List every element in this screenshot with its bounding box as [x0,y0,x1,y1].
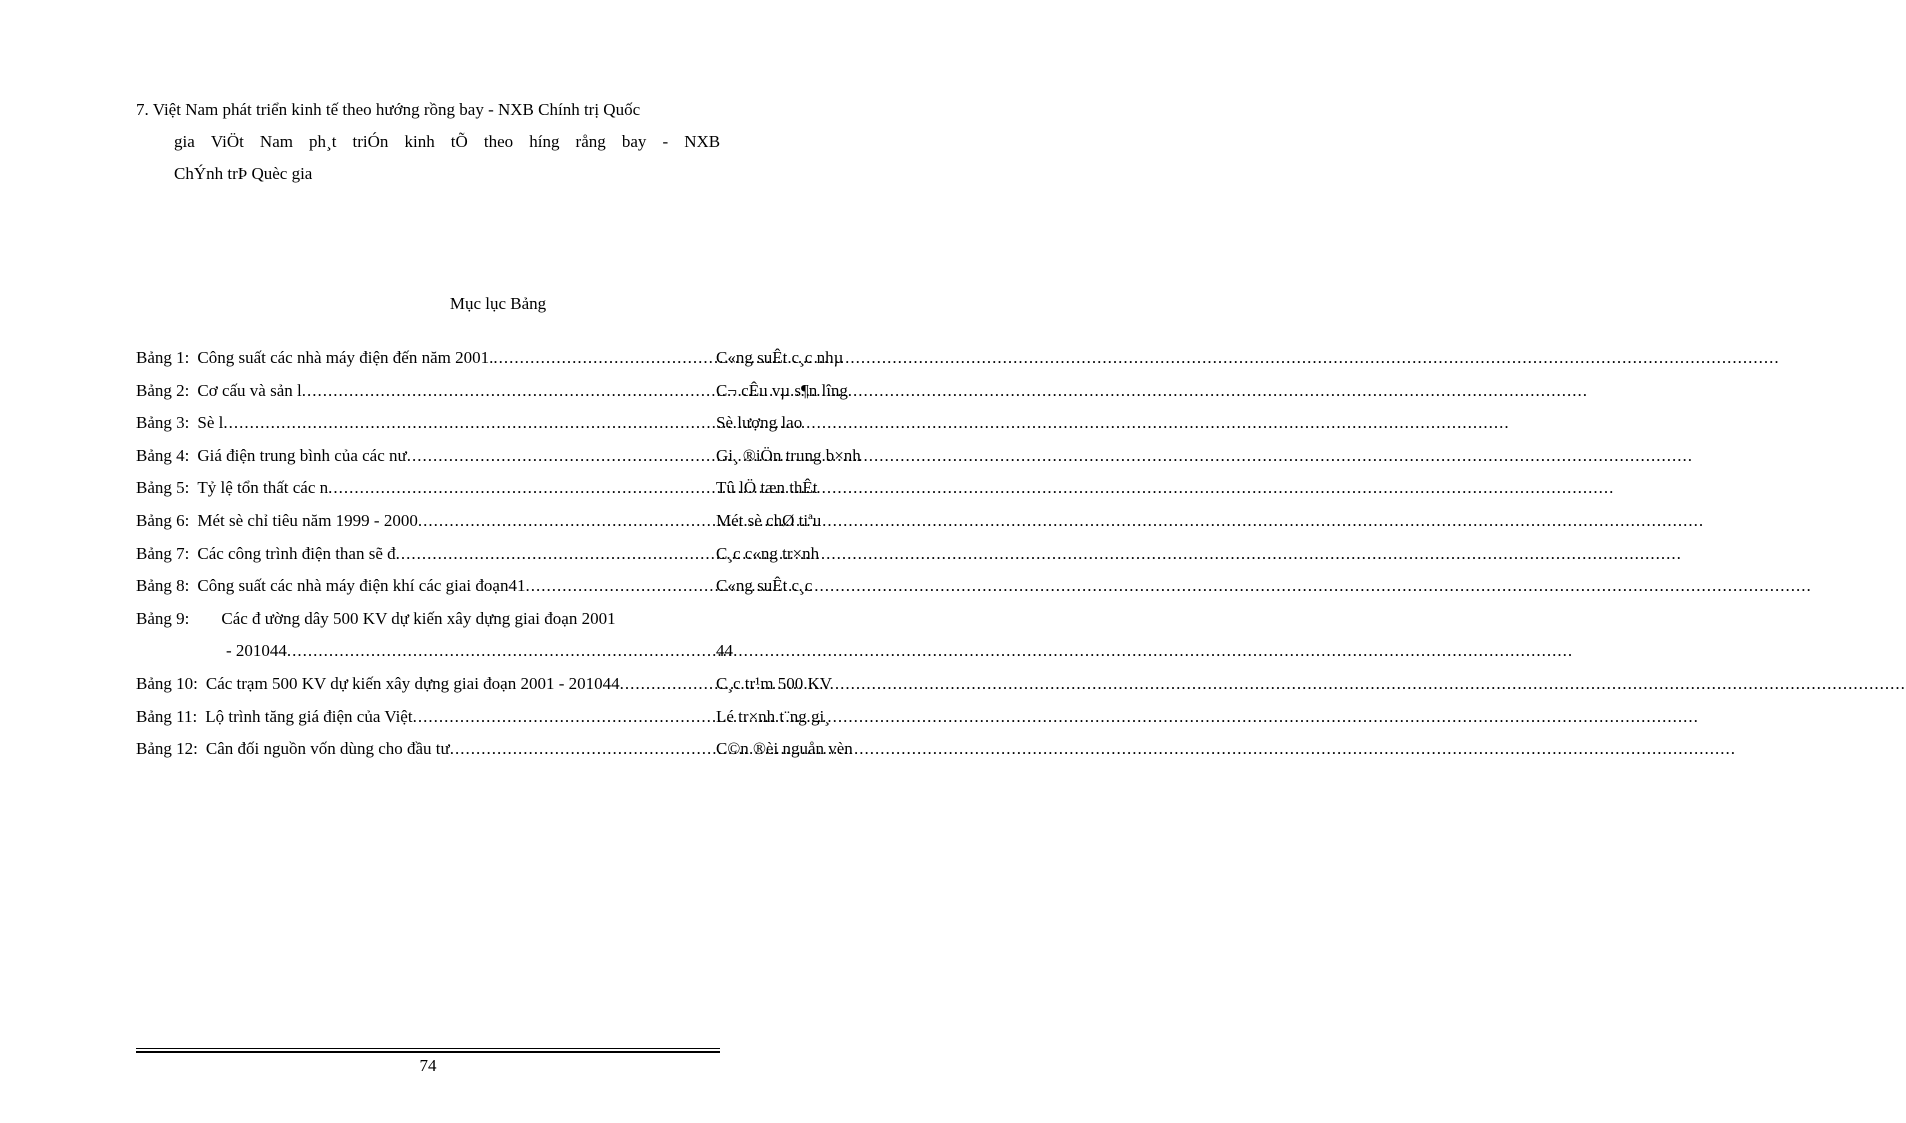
toc-leader-dots [328,478,716,498]
toc-entry-tail: Tû lÖ tæn thÊt [716,478,818,498]
reference-word: theo [483,132,514,151]
toc-entry[interactable] [136,380,848,414]
reference-word: - [662,132,669,151]
toc-entry-label: Bảng 2: [136,380,190,400]
toc-entry-label: Bảng 9: [136,608,190,628]
toc-entry-tail: Gi¸ ®iÖn trung b×nh [716,445,861,465]
toc-entry-title: Các đ ường dây 500 KV dự kiến xây dựng giai đoạn 2001 [221,608,616,628]
toc-entry-title: Cân đối nguồn vốn dùng cho đầu tư [205,739,450,759]
reference-entry [136,94,720,190]
toc-entry-label: Bảng 11: [136,706,198,726]
toc-entry[interactable] [136,511,836,544]
toc-leader-dots [407,446,716,466]
document-page [0,0,861,1123]
toc-entry-tail: C«ng suÊt c¸c [716,576,813,596]
toc-entry-tail: C¸c c«ng tr×nh [716,543,820,563]
toc-entry[interactable] [136,739,853,772]
reference-word: Nam [259,132,293,151]
toc-entry-label: Bảng 7: [136,543,190,563]
page-number: 74 [419,1056,437,1075]
toc-entry-title: Tỷ lệ tổn thất các n [197,478,329,498]
reference-word: triÓn [352,132,389,151]
toc-entry[interactable] [136,478,836,511]
toc-entry[interactable] [136,544,836,577]
toc-entry-label: Bảng 12: [136,739,198,759]
reference-word: ph¸t [309,132,337,151]
reference-line-3: ChÝnh trÞ Quèc gia [174,164,313,183]
toc-entry-title: Các công trình điện than sẽ đ [197,543,396,563]
toc-entry-label: Bảng 3: [136,413,190,433]
toc-entry-title: Công suất các nhà máy điện khí các giai đoạn41 [197,576,526,596]
reference-line-2 [136,126,720,158]
reference-word: bay [621,132,647,151]
reference-word: tÕ [450,132,468,151]
toc-title: Mục lục Bảng [449,294,547,313]
reference-word: NXB [684,132,721,151]
toc-entry[interactable] [136,413,836,446]
toc-entry[interactable] [136,674,836,707]
toc-entry[interactable] [136,348,844,381]
toc-entry-tail: C¬ cÊu vµ s¶n lîng [716,380,848,400]
toc-leader-dots [450,739,716,759]
toc-entry-tail: 44 [716,641,733,661]
toc-leader-dots [223,413,716,433]
footer-divider-thick [136,1051,720,1053]
toc-entry-tail: C«ng suÊt c¸c nhµ [716,348,844,367]
toc-leader-dots [418,511,716,531]
toc-entry-title: Các trạm 500 KV dự kiến xây dựng giai đoạn 2001 - 201044 [205,673,620,693]
toc-leader-dots [413,707,716,727]
toc-entry-tail: Sè lượng lao [716,413,803,433]
toc-entry-tail: C©n ®èi nguån vèn [716,739,853,759]
footer-divider [136,1048,720,1049]
toc-entry-tail: Mét sè chØ tiªu [716,510,822,530]
toc-entry-label: Bảng 8: [136,576,190,596]
toc-entry-title: Lộ trình tăng giá điện của Việt [205,706,413,726]
toc-leader-dots [493,348,716,368]
toc-entry-title: Giá điện trung bình của các nư [197,445,407,465]
toc-entry-label: Bảng 5: [136,478,190,498]
toc-leader-dots [287,641,716,661]
reference-word: kinh [404,132,435,151]
reference-word: ViÖt [210,132,244,151]
reference-word: gia [174,132,195,151]
toc-entry-title-continuation: - 201044 [226,641,287,661]
toc-leader-dots [396,544,716,564]
toc-entry-title: Mét sè chỉ tiêu năm 1999 - 2000 [197,510,418,530]
toc-entry-title: Công suất các nhà máy điện đến năm 2001. [197,348,494,367]
toc-entry[interactable] [136,445,861,479]
toc-entry-tail: Lé tr×nh t¨ng gi¸ [716,706,830,726]
toc-entry-tail: C¸c tr¹m 500 KV [716,673,833,693]
toc-entry-label: Bảng 4: [136,445,190,465]
toc-entry-continuation[interactable] [136,641,836,674]
reference-word: híng [529,132,560,151]
toc-leader-dots [525,576,716,596]
toc-leader-dots [620,674,716,694]
toc-entry[interactable] [136,576,836,609]
toc-entry-label: Bảng 6: [136,510,190,530]
reference-word: rång [575,132,606,151]
toc-entry-label: Bảng 1: [136,348,190,367]
reference-line-1: 7. Việt Nam phát triển kinh tế theo hướng rồng bay - NXB Chính trị Quốc [136,100,641,119]
toc-entry-title: Sè l [197,413,224,433]
toc-entry[interactable] [136,707,836,740]
toc-entry-title: Cơ cấu và sản l [197,380,302,400]
toc-entry[interactable] [136,609,836,642]
table-of-tables [136,348,861,772]
toc-leader-dots [302,381,716,401]
toc-entry-label: Bảng 10: [136,673,198,693]
